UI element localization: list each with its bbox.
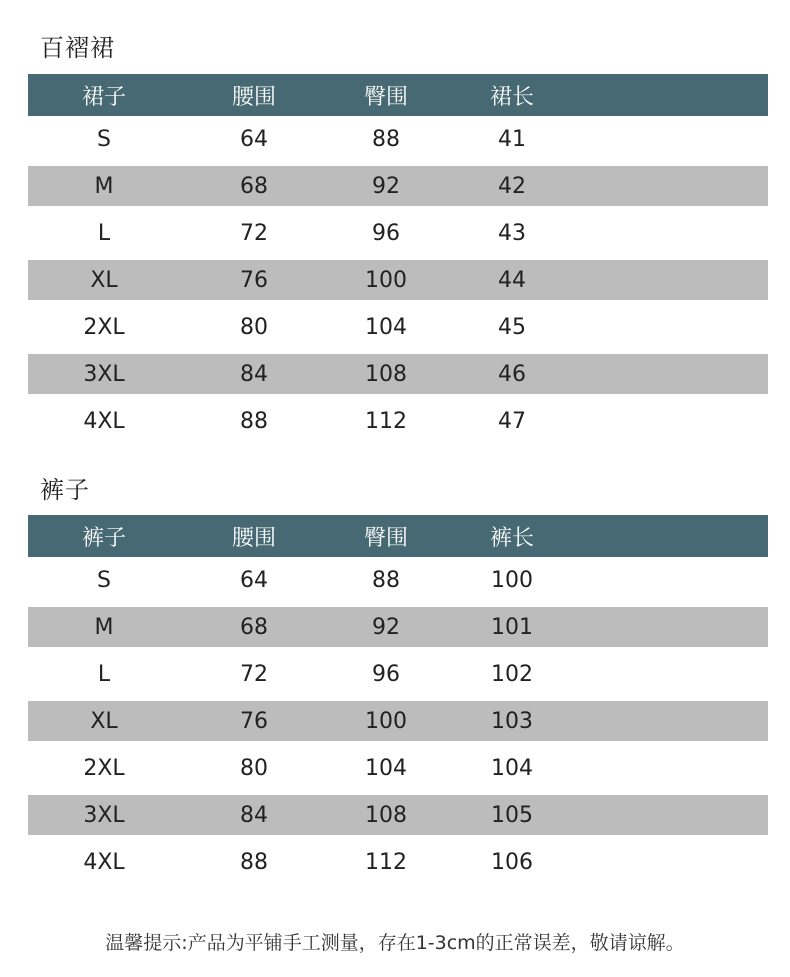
table-cell: 3XL xyxy=(83,361,125,387)
table-cell: 108 xyxy=(365,361,407,387)
skirt-section-title: 百褶裙 xyxy=(40,34,115,62)
striped-row-band xyxy=(28,260,768,300)
column-header: 裤子 xyxy=(81,525,127,551)
table-cell: M xyxy=(94,614,114,640)
table-cell: 68 xyxy=(240,173,268,199)
column-header: 臀围 xyxy=(363,84,409,110)
column-header: 臀围 xyxy=(363,525,409,551)
table-cell: 88 xyxy=(240,409,268,434)
table-cell: 112 xyxy=(365,850,407,875)
table-cell: 84 xyxy=(240,361,268,387)
table-cell: 46 xyxy=(498,361,526,387)
table-row xyxy=(28,398,768,445)
table-cell: 100 xyxy=(365,708,407,734)
table-row xyxy=(28,210,768,257)
table-cell: 92 xyxy=(372,173,400,199)
table-cell: 88 xyxy=(240,850,268,875)
table-cell: 43 xyxy=(498,221,526,246)
table-cell: XL xyxy=(90,267,118,293)
table-cell: 47 xyxy=(498,409,526,434)
table-cell: 106 xyxy=(491,850,533,875)
table-cell: 2XL xyxy=(83,315,125,340)
table-cell: 72 xyxy=(240,662,268,687)
table-cell: 105 xyxy=(491,802,533,828)
table-cell: 104 xyxy=(491,756,533,781)
column-header: 裙长 xyxy=(489,84,535,110)
table-cell: 4XL xyxy=(83,409,125,434)
table-cell: 64 xyxy=(240,568,268,593)
table-cell: 88 xyxy=(372,568,400,593)
table-cell: 42 xyxy=(498,173,526,199)
table-row xyxy=(28,651,768,698)
table-cell: 64 xyxy=(240,127,268,152)
table-cell: 104 xyxy=(365,315,407,340)
table-cell: 96 xyxy=(372,221,400,246)
table-row xyxy=(28,604,768,651)
table-cell: 104 xyxy=(365,756,407,781)
column-header: 腰围 xyxy=(231,84,277,110)
table-cell: 76 xyxy=(240,708,268,734)
table-cell: 45 xyxy=(498,315,526,340)
table-row xyxy=(28,792,768,839)
table-row xyxy=(28,116,768,163)
table-cell: 92 xyxy=(372,614,400,640)
pants-size-table xyxy=(28,515,768,886)
skirt-size-table xyxy=(28,74,768,445)
table-cell: 3XL xyxy=(83,802,125,828)
table-cell: 72 xyxy=(240,221,268,246)
table-cell: L xyxy=(97,221,111,246)
table-cell: 44 xyxy=(498,267,526,293)
pants-section-title: 裤子 xyxy=(40,476,90,504)
table-row xyxy=(28,557,768,604)
table-cell: L xyxy=(97,662,111,687)
table-cell: 101 xyxy=(491,614,533,640)
measurement-note: 温馨提示:产品为平铺手工测量，存在1-3cm的正常误差，敬请谅解。 xyxy=(105,932,685,954)
table-cell: 103 xyxy=(491,708,533,734)
table-cell: 80 xyxy=(240,315,268,340)
skirt-table-header xyxy=(28,74,768,116)
striped-row-band xyxy=(28,795,768,835)
table-cell: M xyxy=(94,173,114,199)
table-row xyxy=(28,839,768,886)
table-cell: 4XL xyxy=(83,850,125,875)
table-cell: 80 xyxy=(240,756,268,781)
column-header: 裤长 xyxy=(489,525,535,551)
table-cell: 112 xyxy=(365,409,407,434)
table-cell: XL xyxy=(90,708,118,734)
table-row xyxy=(28,163,768,210)
table-cell: 88 xyxy=(372,127,400,152)
striped-row-band xyxy=(28,701,768,741)
table-cell: 96 xyxy=(372,662,400,687)
table-cell: 102 xyxy=(491,662,533,687)
table-cell: S xyxy=(97,127,111,152)
column-header: 裙子 xyxy=(81,84,127,110)
striped-row-band xyxy=(28,166,768,206)
table-cell: 84 xyxy=(240,802,268,828)
table-row xyxy=(28,257,768,304)
table-row xyxy=(28,304,768,351)
table-cell: 2XL xyxy=(83,756,125,781)
table-cell: 100 xyxy=(491,568,533,593)
table-cell: 108 xyxy=(365,802,407,828)
table-row xyxy=(28,698,768,745)
table-cell: 41 xyxy=(498,127,526,152)
pants-table-header xyxy=(28,515,768,557)
table-row xyxy=(28,351,768,398)
table-cell: 100 xyxy=(365,267,407,293)
striped-row-band xyxy=(28,354,768,394)
column-header: 腰围 xyxy=(231,525,277,551)
table-cell: S xyxy=(97,568,111,593)
table-row xyxy=(28,745,768,792)
table-cell: 76 xyxy=(240,267,268,293)
striped-row-band xyxy=(28,607,768,647)
table-cell: 68 xyxy=(240,614,268,640)
